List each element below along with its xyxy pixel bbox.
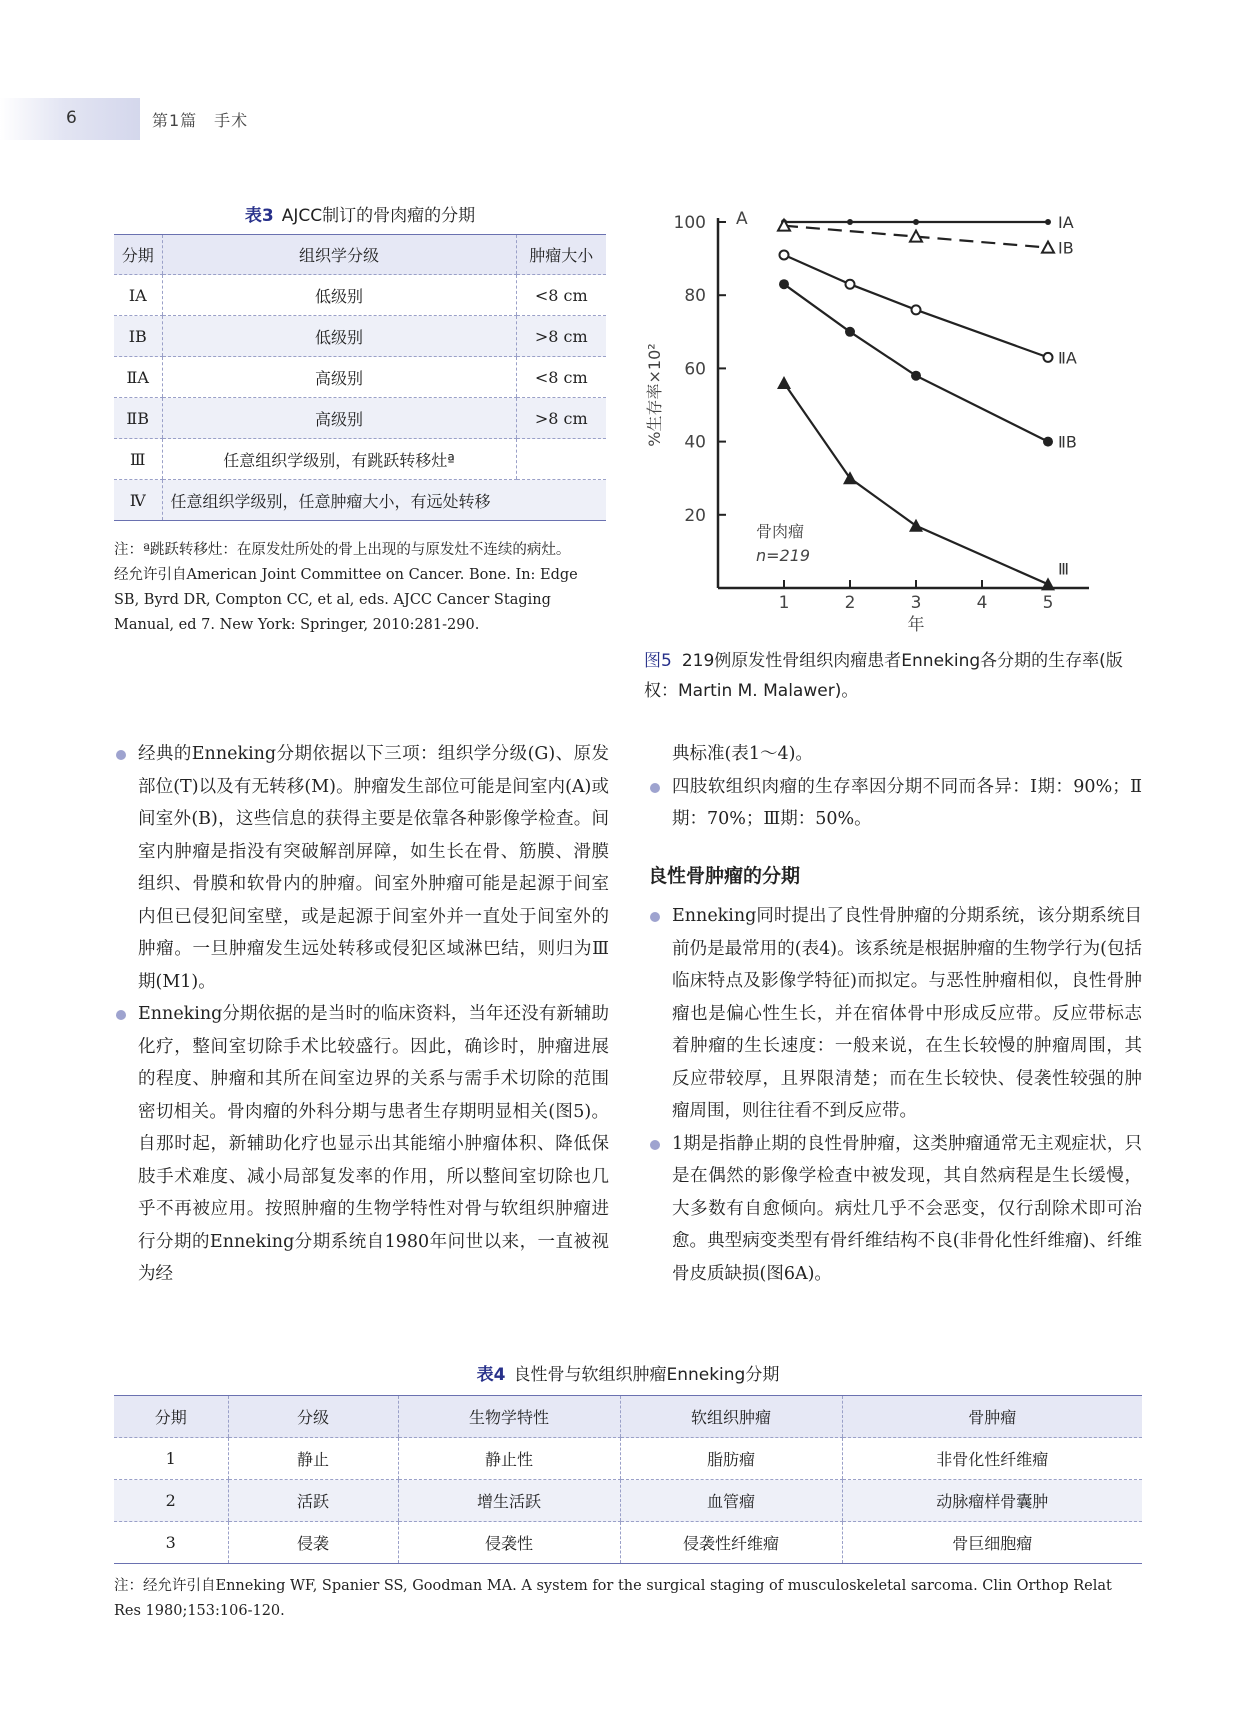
table-cell: <8 cm	[516, 275, 606, 316]
table4-col-header: 分级	[228, 1396, 398, 1438]
table3-notes	[114, 538, 606, 638]
annotation-n: n=219	[756, 545, 811, 565]
series-label: ⅠB	[1058, 238, 1074, 258]
table-row	[114, 398, 606, 439]
table3-caption	[114, 201, 606, 226]
data-point	[912, 305, 921, 314]
body-column-right	[648, 738, 1142, 1290]
table-cell: 侵袭性	[398, 1522, 620, 1564]
data-point	[1044, 353, 1053, 362]
table-cell: Ⅲ	[114, 439, 162, 480]
table-cell: 低级别	[162, 316, 516, 357]
table-cell: >8 cm	[516, 398, 606, 439]
table3	[114, 234, 606, 521]
figure5-label: 图5	[644, 651, 672, 671]
x-axis-title: 年	[907, 615, 925, 635]
table4-col-header: 生物学特性	[398, 1396, 620, 1438]
table-cell: Ⅳ	[114, 480, 162, 521]
table-cell: 非骨化性纤维瘤	[842, 1438, 1142, 1480]
body-column-left	[114, 738, 609, 1291]
data-point	[779, 279, 789, 289]
data-point	[909, 519, 923, 532]
x-tick-label: 1	[778, 593, 790, 613]
data-point	[843, 471, 857, 484]
section-title: 良性骨肿瘤的分期	[648, 864, 801, 887]
data-point	[846, 280, 855, 289]
data-point	[780, 250, 789, 259]
table-row	[114, 316, 606, 357]
table-cell: 高级别	[162, 398, 516, 439]
table-cell: 任意组织学级别，任意肿瘤大小，有远处转移	[162, 480, 606, 521]
table-cell	[516, 439, 606, 480]
annotation-label: 骨肉瘤	[756, 521, 805, 541]
series-label: ⅠA	[1058, 213, 1074, 232]
table-cell: 静止	[228, 1438, 398, 1480]
panel-label: A	[736, 209, 748, 229]
x-tick-label: 3	[910, 593, 922, 613]
table-cell: 任意组织学级别，有跳跃转移灶ª	[162, 439, 516, 480]
data-point	[1042, 242, 1054, 253]
table4-col-header: 软组织肿瘤	[620, 1396, 842, 1438]
table-cell: <8 cm	[516, 357, 606, 398]
table3-col-header: 分期	[114, 235, 162, 275]
table-cell: 脂肪瘤	[620, 1438, 842, 1480]
data-point	[911, 371, 921, 381]
y-tick-label: 80	[684, 286, 706, 307]
x-tick-label: 2	[844, 593, 856, 613]
page-number: 6	[66, 108, 77, 128]
table-row	[114, 1522, 1142, 1564]
table3-header-row	[114, 235, 606, 275]
y-tick-label: 60	[684, 359, 706, 380]
y-tick-label: 100	[673, 213, 706, 233]
paragraph: 四肢软组织肉瘤的生存率因分期不同而各异：Ⅰ期：90%；Ⅱ期：70%；Ⅲ期：50%。	[648, 771, 1142, 836]
table-cell: 1	[114, 1438, 228, 1480]
table-cell: 血管瘤	[620, 1480, 842, 1522]
table4-col-header: 分期	[114, 1396, 228, 1438]
table-cell: 静止性	[398, 1438, 620, 1480]
table-cell: 低级别	[162, 275, 516, 316]
data-point	[847, 219, 853, 225]
table-cell: ⅡB	[114, 398, 162, 439]
table-cell: 2	[114, 1480, 228, 1522]
table-cell: 活跃	[228, 1480, 398, 1522]
table3-col-header: 组织学分级	[162, 235, 516, 275]
x-tick-label: 4	[976, 593, 988, 613]
y-tick-label: 20	[684, 505, 706, 526]
y-axis-title: %生存率×10²	[645, 343, 664, 447]
table-cell: 高级别	[162, 357, 516, 398]
table4-col-header: 骨肿瘤	[842, 1396, 1142, 1438]
table4	[114, 1395, 1142, 1564]
table4-header-row	[114, 1396, 1142, 1438]
running-head: 第1篇 手术	[152, 111, 249, 130]
y-tick-label: 40	[684, 432, 706, 453]
series-label: ⅡB	[1058, 432, 1077, 452]
figure5-chart	[636, 200, 1136, 640]
table-row	[114, 1480, 1142, 1522]
table4-caption	[114, 1360, 1142, 1385]
table-row	[114, 1438, 1142, 1480]
table-cell: 骨巨细胞瘤	[842, 1522, 1142, 1564]
table-cell: 3	[114, 1522, 228, 1564]
x-tick-label: 5	[1042, 593, 1054, 613]
table3-col-header: 肿瘤大小	[516, 235, 606, 275]
series-label: ⅡA	[1058, 348, 1077, 368]
table-row	[114, 275, 606, 316]
data-point	[1043, 437, 1053, 447]
table3-note-2: 经允许引自American Joint Committee on Cancer. Bone. In: Edge SB, Byrd DR, Compton CC, et al, eds. AJCC Cancer Staging Manual, ed 7. New York: Springer, 2010:281-290.	[114, 567, 578, 633]
table4-note: 注：经允许引自Enneking WF, Spanier SS, Goodman MA. A system for the surgical staging of musculoskeletal sarcoma. Clin Orthop Relat Res 1980;153:106-120.	[114, 1578, 1112, 1619]
table-cell: 增生活跃	[398, 1480, 620, 1522]
series-label: Ⅲ	[1058, 559, 1070, 579]
table3-title: AJCC制订的骨肉瘤的分期	[281, 206, 476, 226]
data-point	[845, 327, 855, 337]
table4-label: 表4	[476, 1365, 506, 1385]
survival-chart-svg	[636, 200, 1136, 640]
table-cell: ⅠB	[114, 316, 162, 357]
paragraph: 1期是指静止期的良性骨肿瘤，这类肿瘤通常无主观症状，只是在偶然的影像学检查中被发现，其自然病程是生长缓慢，大多数有自愈倾向。病灶几乎不会恶变，仅行刮除术即可治愈。典型病变类型有骨纤维结构不良(非骨化性纤维瘤)、纤维骨皮质缺损(图6A)。	[648, 1128, 1142, 1291]
paragraph: Enneking分期依据的是当时的临床资料，当年还没有新辅助化疗，整间室切除手术比较盛行。因此，确诊时，肿瘤进展的程度、肿瘤和其所在间室边界的关系与需手术切除的范围密切相关。骨肉瘤的外科分期与患者生存期明显相关(图5)。自那时起，新辅助化疗也显示出其能缩小肿瘤体积、降低保肢手术难度、减小局部复发率的作用，所以整间室切除也几乎不再被应用。按照肿瘤的生物学特性对骨与软组织肿瘤进行分期的Enneking分期系统自1980年问世以来，一直被视为经	[114, 998, 609, 1291]
table-row	[114, 357, 606, 398]
data-point	[913, 219, 919, 225]
figure5-caption	[644, 646, 1144, 706]
paragraph: Enneking同时提出了良性骨肿瘤的分期系统，该分期系统目前仍是最常用的(表4)。该系统是根据肿瘤的生物学行为(包括临床特点及影像学特征)而拟定。与恶性肿瘤相似，良性骨肿瘤也是偏心性生长，并在宿体骨中形成反应带。反应带标志着肿瘤的生长速度：一般来说，在生长较慢的肿瘤周围，其反应带较厚，且界限清楚；而在生长较快、侵袭性较强的肿瘤周围，则往往看不到反应带。	[648, 900, 1142, 1128]
paragraph: 典标准(表1～4)。	[672, 744, 813, 764]
table-cell: >8 cm	[516, 316, 606, 357]
table-row	[114, 480, 606, 521]
table-cell: 侵袭性纤维瘤	[620, 1522, 842, 1564]
table-row	[114, 439, 606, 480]
paragraph: 经典的Enneking分期依据以下三项：组织学分级(G)、原发部位(T)以及有无转移(M)。肿瘤发生部位可能是间室内(A)或间室外(B)，这些信息的获得主要是依靠各种影像学检查。间室内肿瘤是指没有突破解剖屏障，如生长在骨、筋膜、滑膜组织、骨膜和软骨内的肿瘤。间室外肿瘤可能是起源于间室内但已侵犯间室壁，或是起源于间室外并一直处于间室外的肿瘤。一旦肿瘤发生远处转移或侵犯区域淋巴结，则归为Ⅲ期(M1)。	[114, 738, 609, 998]
table-cell: ⅡA	[114, 357, 162, 398]
table-cell: 侵袭	[228, 1522, 398, 1564]
data-point	[777, 376, 791, 389]
figure5-text: 219例原发性骨组织肉瘤患者Enneking各分期的生存率(版权：Martin M. Malawer)。	[644, 651, 1123, 701]
table3-note-1: 注：ª跳跃转移灶：在原发灶所处的骨上出现的与原发灶不连续的病灶。	[114, 542, 571, 558]
table3-label: 表3	[244, 206, 274, 226]
data-point	[1045, 219, 1051, 225]
series-line	[784, 383, 1048, 584]
data-point	[1041, 577, 1055, 590]
table4-title: 良性骨与软组织肿瘤Enneking分期	[513, 1365, 780, 1385]
table-cell: 动脉瘤样骨囊肿	[842, 1480, 1142, 1522]
table-cell: ⅠA	[114, 275, 162, 316]
